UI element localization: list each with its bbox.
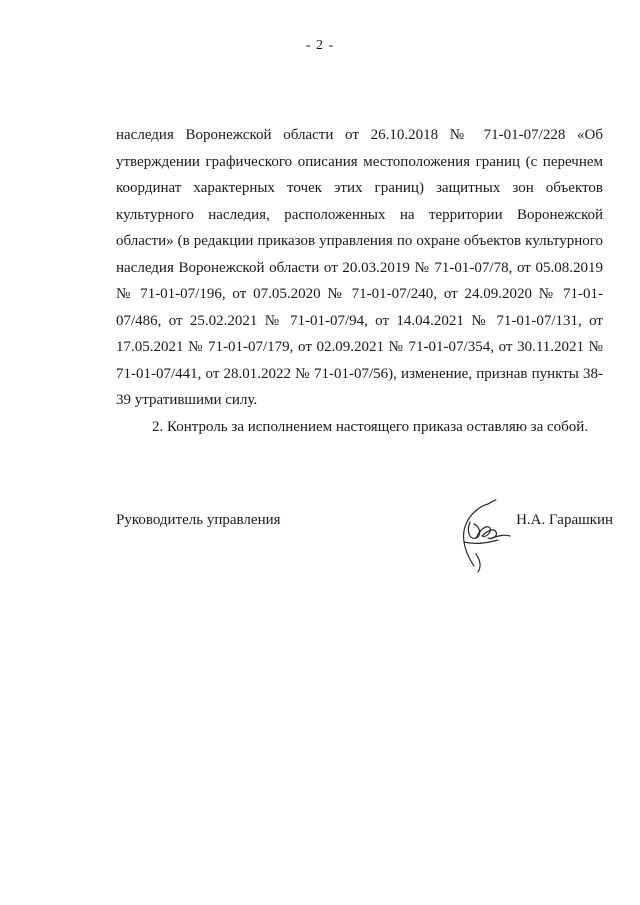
signatory-position: Руководитель управления xyxy=(116,512,281,528)
document-body xyxy=(116,122,603,440)
signature-block xyxy=(116,506,613,586)
handwritten-signature xyxy=(436,494,526,584)
body-paragraph-1: наследия Воронежской области от 26.10.2018 № 71-01-07/228 «Об утверждении графического описания местоположения границ (с перечнем координат характерных точек этих границ) защитных зон объектов культурного наследия, расположенных на территории Воронежской области» (в редакции приказов управления по охране объектов культурного наследия Воронежской области от 20.03.2019 № 71-01-07/78, от 05.08.2019 № 71-01-07/196, от 07.05.2020 № 71-01-07/240, от 24.09.2020 № 71-01-07/486, от 25.02.2021 № 71-01-07/94, от 14.04.2021 № 71-01-07/131, от 17.05.2021 № 71-01-07/179, от 02.09.2021 № 71-01-07/354, от 30.11.2021 № 71-01-07/441, от 28.01.2022 № 71-01-07/56), изменение, признав пункты 38-39 утратившими силу. xyxy=(116,127,603,408)
body-paragraph-2: 2. Контроль за исполнением настоящего приказа оставляю за собой. xyxy=(152,418,589,435)
signatory-name: Н.А. Гарашкин xyxy=(516,512,613,528)
page-number: - 2 - xyxy=(305,38,335,53)
